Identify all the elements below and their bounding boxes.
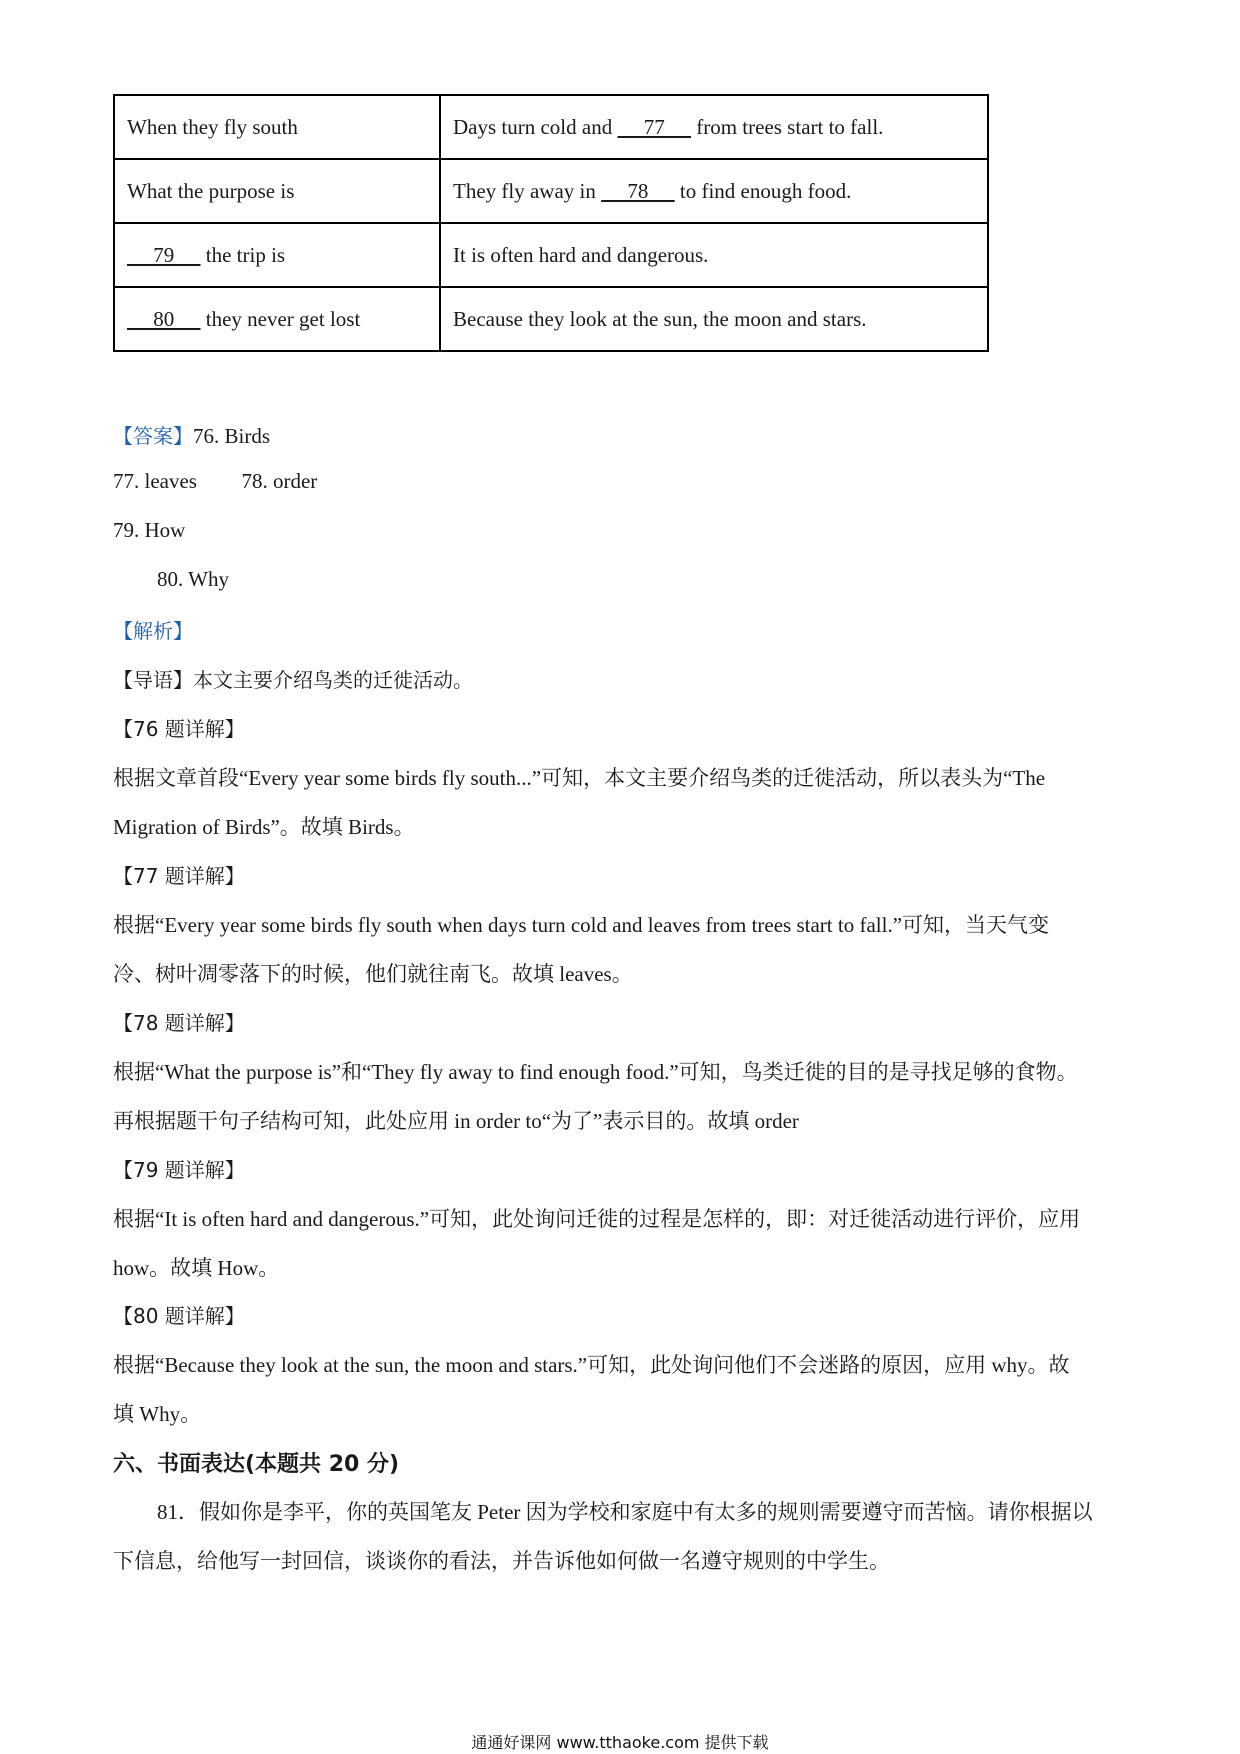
migration-table [113,94,989,352]
table-cell [440,223,988,287]
q78-text: 再根据题干句子结构可知，此处应用 in order to“为了”表示目的。故填 order [113,1109,799,1133]
answer-line [113,469,317,494]
cell-text: They fly away in [453,178,602,203]
table-row [114,159,988,223]
q79-title: 【79 题详解】 [113,1158,245,1182]
section-heading: 六、书面表达(本题共 20 分) [113,1452,400,1477]
q78-text: 根据“What the purpose is”和“They fly away to find enough food.”可知，鸟类迁徙的目的是寻找足够的食物。 [113,1060,1078,1084]
q76-text: Migration of Birds”。故填 Birds。 [113,815,415,839]
page-footer: 通通好课网 www.tthaoke.com 提供下载 [471,1733,769,1752]
q76-text: 根据文章首段“Every year some birds fly south...”可知，本文主要介绍鸟类的迁徙活动，所以表头为“The [113,766,1046,790]
cell-text: from trees start to fall. [690,114,884,139]
answer-76: 76. Birds [193,424,271,448]
blank-79: 79 [127,242,201,267]
q81-text: 81．假如你是李平，你的英国笔友 Peter 因为学校和家庭中有太多的规则需要遵守而苦恼。请你根据以 [157,1500,1093,1524]
analysis-label: 【解析】 [113,619,193,643]
table-row [114,223,988,287]
cell-text: they never get lost [200,306,361,331]
answer-78: 78. order [241,469,318,493]
blank-77: 77 [617,114,691,139]
cell-text: to find enough food. [674,178,852,203]
q80-text: 填 Why。 [113,1402,202,1426]
table-cell [114,287,440,351]
answer-79: 79. How [113,518,186,542]
table-row [114,95,988,159]
table-cell [114,159,440,223]
cell-text: Days turn cold and [453,114,618,139]
cell-text: What the purpose is [127,178,295,203]
q77-title: 【77 题详解】 [113,864,245,888]
table-cell [114,223,440,287]
q77-text: 根据“Every year some birds fly south when days turn cold and leaves from trees start to fall.”可知，当天气变 [113,913,1050,937]
q79-text: how。故填 How。 [113,1256,280,1280]
cell-text: the trip is [200,242,286,267]
cell-text: When they fly south [127,114,298,139]
q81-text: 下信息，给他写一封回信，谈谈你的看法，并告诉他如何做一名遵守规则的中学生。 [113,1549,890,1573]
cell-text: Because they look at the sun, the moon and stars. [453,306,867,331]
blank-80: 80 [127,306,201,331]
q79-text: 根据“It is often hard and dangerous.”可知，此处询问迁徙的过程是怎样的，即：对迁徙活动进行评价，应用 [113,1207,1081,1231]
answer-80: 80. Why [157,567,229,591]
table-row [114,287,988,351]
answer-77: 77. leaves [113,469,197,493]
q77-text: 冷、树叶凋零落下的时候，他们就往南飞。故填 leaves。 [113,962,633,986]
blank-78: 78 [601,178,675,203]
table-cell [440,159,988,223]
q80-text: 根据“Because they look at the sun, the moon and stars.”可知，此处询问他们不会迷路的原因，应用 why。故 [113,1353,1070,1377]
table-cell [440,95,988,159]
q80-title: 【80 题详解】 [113,1304,245,1328]
q76-title: 【76 题详解】 [113,717,245,741]
analysis-intro: 【导语】本文主要介绍鸟类的迁徙活动。 [113,668,473,692]
table-cell [114,95,440,159]
answer-line [113,420,270,449]
table-cell [440,287,988,351]
q78-title: 【78 题详解】 [113,1011,245,1035]
answer-label: 【答案】 [113,424,193,448]
cell-text: It is often hard and dangerous. [453,242,709,267]
